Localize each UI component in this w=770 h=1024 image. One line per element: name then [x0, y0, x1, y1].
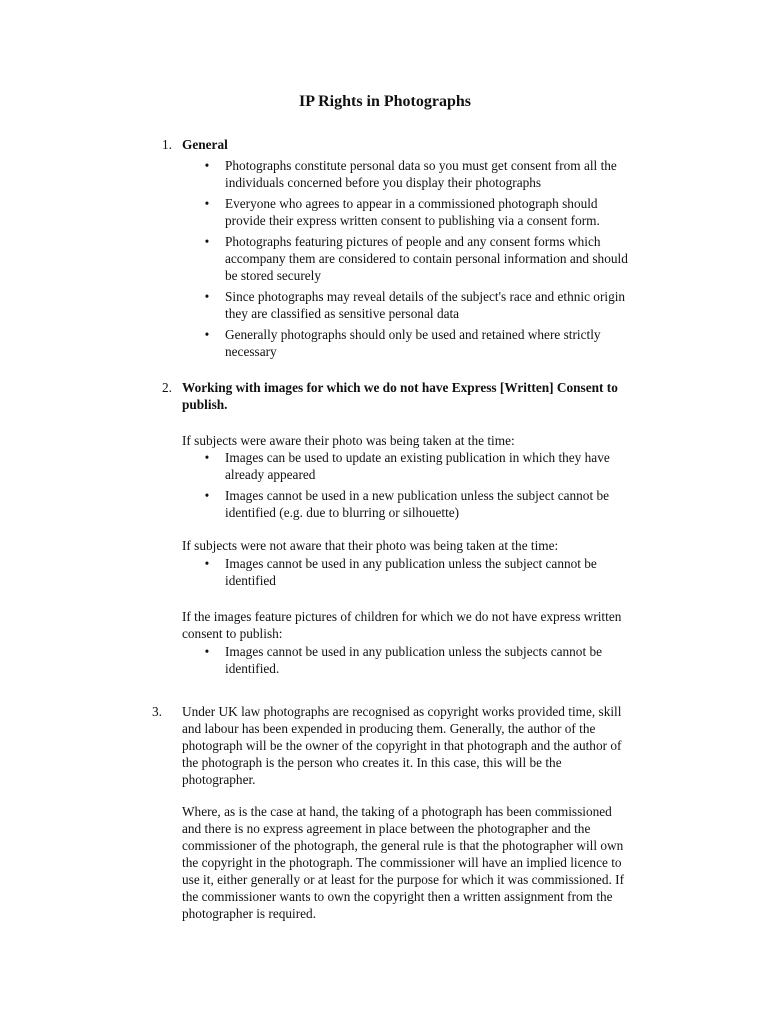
bullet-icon: •: [204, 158, 210, 173]
bullet-icon: •: [204, 289, 210, 304]
list-item: • Images cannot be used in any publication unless the subject cannot be identified: [0, 555, 631, 589]
section-number: 2.: [162, 380, 172, 395]
bullet-list: [0, 449, 770, 525]
bullet-icon: •: [204, 234, 210, 249]
page-title: IP Rights in Photographs: [298, 93, 472, 110]
bullet-list: [0, 643, 770, 681]
list-item: • Generally photographs should only be used and retained where strictly necessary: [0, 326, 631, 360]
list-item: • Images cannot be used in any publication unless the subjects cannot be identified.: [0, 643, 631, 677]
bullet-icon: •: [204, 488, 210, 503]
paragraph: If the images feature pictures of children for which we do not have express written consent to publish:: [182, 609, 622, 641]
section-heading: General: [182, 137, 228, 152]
list-item: • Photographs featuring pictures of people and any consent forms which accompany them are considered to contain personal information and should be stored securely: [0, 233, 631, 284]
section-number: 3.: [152, 704, 162, 719]
section-heading: Working with images for which we do not have Express [Written] Consent to publish.: [182, 380, 618, 412]
list-item: • Everyone who agrees to appear in a commissioned photograph should provide their express written consent to publishing via a consent form.: [0, 195, 631, 229]
paragraph: If subjects were not aware that their photo was being taken at the time:: [182, 538, 559, 553]
list-item: • Since photographs may reveal details of the subject's race and ethnic origin they are classified as sensitive personal data: [0, 288, 631, 322]
bullet-icon: •: [204, 644, 210, 659]
paragraph: If subjects were aware their photo was being taken at the time:: [182, 433, 515, 448]
bullet-icon: •: [204, 556, 210, 571]
paragraph: Where, as is the case at hand, the taking of a photograph has been commissioned and there is no express agreement in place between the photographer and the commissioner of the photograph, the general rule is that the photographer will own the copyright in the photograph. The commissioner will have an implied licence to use it, either generally or at least for the purpose for which it was commissioned. If the commissioner wants to own the copyright then a written assignment from the photographer is required.: [182, 804, 624, 921]
bullet-list: [0, 157, 770, 364]
list-item: • Photographs constitute personal data so you must get consent from all the individuals concerned before you display their photographs: [0, 157, 631, 191]
bullet-list: [0, 555, 770, 593]
paragraph: Under UK law photographs are recognised as copyright works provided time, skill and labour has been expended in producing them. Generally, the author of the photograph will be the owner of the copyright in that photograph and the author of the photograph is the person who creates it. In this case, this will be the photographer.: [182, 704, 622, 787]
bullet-icon: •: [204, 450, 210, 465]
list-item: • Images cannot be used in a new publication unless the subject cannot be identified (e.g. due to blurring or silhouette): [0, 487, 631, 521]
list-item: • Images can be used to update an existing publication in which they have already appeared: [0, 449, 631, 483]
bullet-icon: •: [204, 196, 210, 211]
section-number: 1.: [162, 137, 172, 152]
bullet-icon: •: [204, 327, 210, 342]
